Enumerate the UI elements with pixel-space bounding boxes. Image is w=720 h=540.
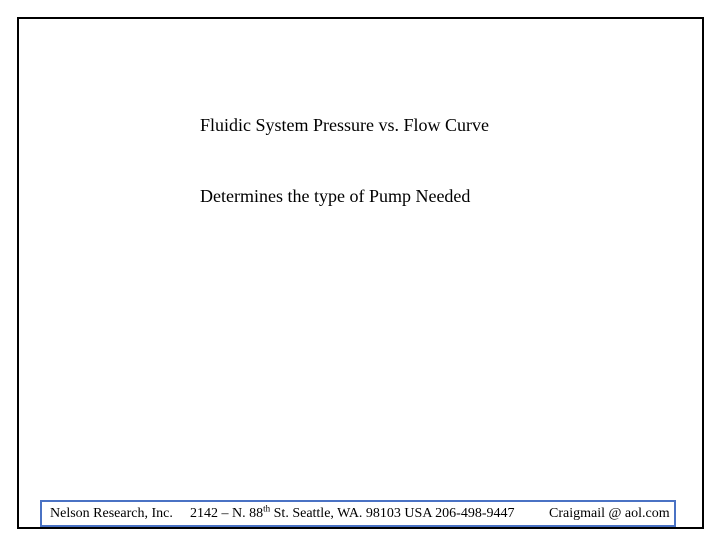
footer-address-end: St. Seattle, WA. 98103 USA 206-498-9447 xyxy=(270,506,515,521)
footer-email: Craigmail @ aol.com xyxy=(549,506,670,521)
footer-address-start: 2142 – N. 88 xyxy=(190,506,264,521)
footer-company: Nelson Research, Inc. xyxy=(50,506,173,521)
footer-bar xyxy=(40,500,676,527)
footer-address xyxy=(190,502,515,525)
slide-frame xyxy=(17,17,704,529)
slide-subheading: Determines the type of Pump Needed xyxy=(200,186,471,206)
slide-heading: Fluidic System Pressure vs. Flow Curve xyxy=(200,115,490,135)
footer-address-sup: th xyxy=(263,503,271,514)
